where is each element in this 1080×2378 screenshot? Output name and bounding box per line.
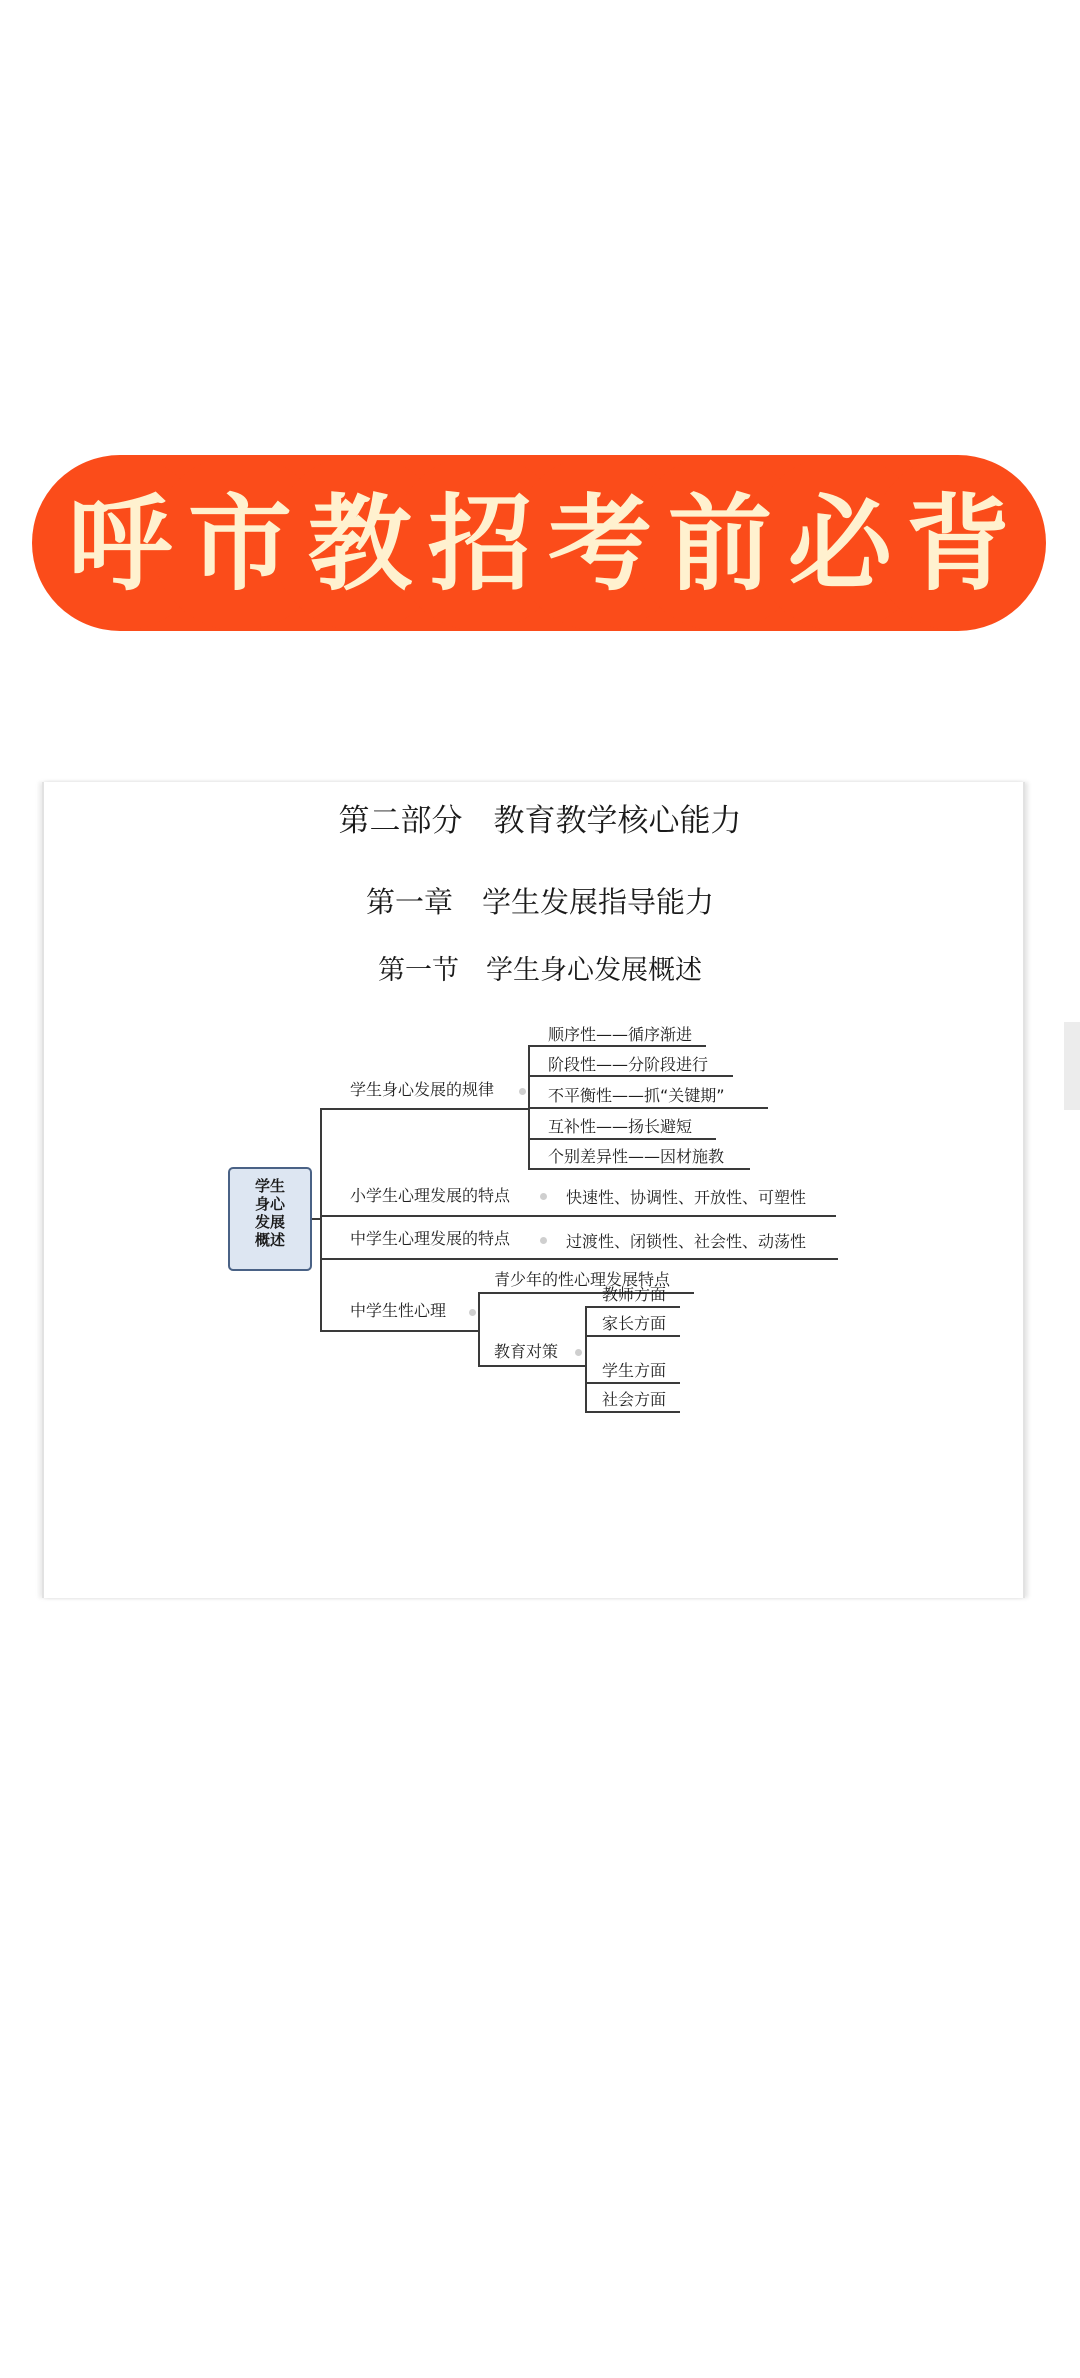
title-banner	[32, 455, 1046, 631]
leaf-underline	[528, 1107, 768, 1109]
branch-dot	[540, 1237, 547, 1244]
leaf-underline	[528, 1168, 750, 1170]
connector-line	[312, 1218, 320, 1220]
branch-dot	[575, 1349, 582, 1356]
branch-dot	[540, 1193, 547, 1200]
leaf-imbalance: 不平衡性——抓“关键期”	[548, 1086, 725, 1105]
banner-title-char: 背	[905, 483, 1010, 605]
branch-underline	[478, 1365, 586, 1367]
banner-title	[32, 455, 1046, 631]
banner-title-char: 必	[787, 483, 892, 605]
connector-line	[320, 1108, 322, 1331]
leaf-parent-aspect: 家长方面	[602, 1314, 667, 1333]
branch-development-laws: 学生身心发展的规律	[350, 1080, 495, 1099]
leaf-underline	[550, 1258, 838, 1260]
mindmap-root-line: 身心	[254, 1195, 285, 1213]
chapter-title: 第一章 学生发展指导能力	[365, 885, 714, 919]
branch-underline	[320, 1108, 530, 1110]
leaf-sequence: 顺序性——循序渐进	[548, 1025, 693, 1044]
branch-underline	[320, 1258, 550, 1260]
leaf-underline	[528, 1075, 733, 1077]
leaf-underline	[550, 1215, 836, 1217]
leaf-underline	[528, 1138, 716, 1140]
connector-line	[585, 1306, 587, 1412]
leaf-underline	[585, 1382, 680, 1384]
leaf-complementarity: 互补性——扬长避短	[548, 1117, 693, 1136]
mindmap-root-line: 发展	[254, 1213, 285, 1231]
mindmap-root-line: 概述	[254, 1231, 285, 1249]
leaf-primary-traits: 快速性、协调性、开放性、可塑性	[566, 1188, 807, 1207]
banner-title-char: 考	[547, 483, 652, 605]
branch-dot	[469, 1309, 476, 1316]
leaf-stage: 阶段性——分阶段进行	[548, 1055, 709, 1074]
leaf-underline	[585, 1411, 680, 1413]
section-title: 第一节 学生身心发展概述	[378, 955, 702, 986]
banner-title-char: 呼	[67, 483, 172, 605]
branch-secondary-student-psychology: 中学生心理发展的特点	[350, 1229, 511, 1248]
leaf-underline	[585, 1306, 680, 1308]
branch-underline	[320, 1330, 480, 1332]
connector-line	[478, 1292, 480, 1366]
banner-title-char: 教	[307, 483, 412, 605]
leaf-underline	[585, 1335, 680, 1337]
leaf-secondary-traits: 过渡性、闭锁性、社会性、动荡性	[566, 1232, 807, 1251]
mindmap-root-line: 学生	[254, 1177, 285, 1195]
mindmap-root-node	[228, 1167, 312, 1271]
leaf-society-aspect: 社会方面	[602, 1390, 667, 1409]
banner-title-char: 前	[667, 483, 772, 605]
node-education-strategy: 教育对策	[494, 1342, 559, 1361]
next-page-edge	[1064, 1022, 1080, 1110]
branch-underline	[320, 1215, 550, 1217]
leaf-student-aspect: 学生方面	[602, 1361, 667, 1380]
banner-title-char: 市	[187, 483, 292, 605]
banner-title-char: 招	[427, 483, 532, 605]
branch-dot	[519, 1088, 526, 1095]
leaf-adolescent-traits: 青少年的性心理发展特点	[494, 1270, 671, 1289]
leaf-teacher-aspect: 教师方面	[602, 1285, 667, 1304]
leaf-underline	[528, 1045, 706, 1047]
branch-primary-student-psychology: 小学生心理发展的特点	[350, 1186, 511, 1205]
part-title: 第二部分 教育教学核心能力	[338, 803, 742, 839]
leaf-individual-difference: 个别差异性——因材施教	[548, 1147, 725, 1166]
branch-adolescent-sexual-psychology: 中学生性心理	[350, 1301, 447, 1320]
